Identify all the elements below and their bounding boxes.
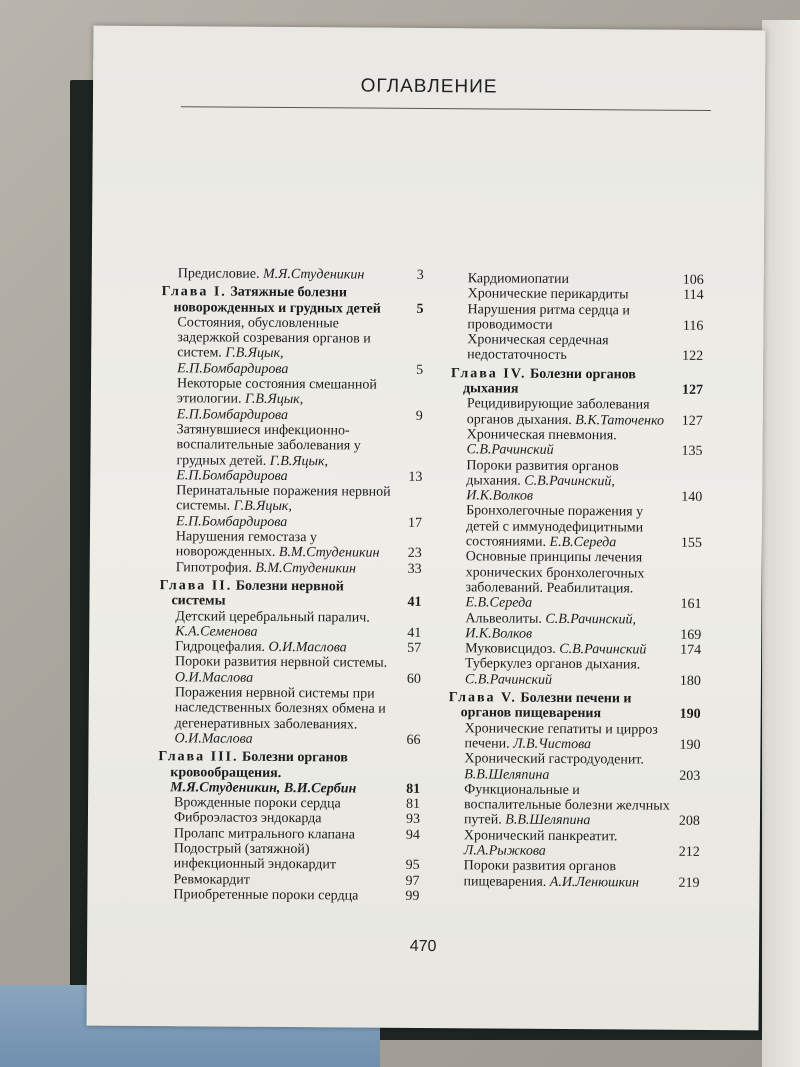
entry-author: М.Я.Студеникин [262,266,365,283]
toc-entry [447,858,699,890]
toc-entry [449,611,701,643]
chapter-title: Болезни печени и органов пищеварения [460,690,632,722]
entry-title: Гипотрофия. [175,559,256,576]
entry-author: О.И.Маслова [174,669,254,686]
page-ref: 190 [679,707,701,723]
page-ref: 174 [680,642,702,659]
entry-author: А.И.Ленюшкин [549,874,640,891]
toc-right-column [447,271,703,891]
chapter-label: Глава III. [158,749,239,765]
entry-author: В.В.Шеляпина [505,812,591,829]
entry-title: Некоторые состояния смешанной этиологии. [176,376,377,408]
entry-author: Г.В.Яцык, Е.П.Бомбардирова [175,499,292,530]
toc-entry [448,721,700,753]
toc-entry [451,302,703,334]
page-ref: 66 [406,732,421,748]
entry-title: Муковисцидоз. [465,641,560,658]
entry-title: Туберкулез органов дыхания. [464,656,641,673]
toc-entry [158,795,420,812]
page-ref: 169 [680,627,702,643]
chapter-title: Болезни органов кровообращения. [170,749,348,781]
page-ref: 13 [408,469,423,485]
toc-entry [158,826,420,843]
page-number: 470 [409,937,437,956]
entry-author: С.В.Рачинский [464,671,553,688]
page-ref: 114 [683,288,704,304]
toc-entry [161,376,423,424]
toc-chapter [451,366,703,398]
page-ref: 99 [405,888,420,904]
entry-title: Затянувшиеся инфекционно-воспалительные заболевания у грудных детей. [176,422,361,469]
page-ref: 95 [405,858,420,874]
entry-title: Поражения нервной системы при наследственных болезнях обмена и дегенеративных заболеваниях. [174,685,386,733]
page-ref: 155 [680,535,702,551]
entry-author: О.И.Маслова [268,640,347,656]
toc-entry [448,782,700,830]
toc-entry [158,685,420,748]
entry-title: Кардиомиопатии [467,271,570,287]
toc-entry [158,841,420,873]
entry-author: М.Я.Студеникин, В.И.Сербин [170,780,357,797]
page-ref: 203 [679,768,701,784]
page-ref: 127 [681,382,704,399]
entry-title: Перинатальные поражения нервной системы. [176,483,391,515]
chapter-title: Затяжные болезни новорожденных и грудных детей [173,284,381,317]
title-rule [181,106,711,111]
toc-entry [450,427,702,459]
entry-title: Функциональные и воспалительные болезни желчных путей. [463,782,670,828]
page-ref: 97 [405,873,420,889]
page-ref: 219 [678,875,700,891]
entry-title: Рецидивирующие заболевания органов дыхания. [466,396,650,428]
page-ref: 3 [416,267,424,283]
toc-chapter [161,284,423,316]
toc-entry [450,458,702,506]
page-title: ОГЛАВЛЕНИЕ [360,75,498,98]
entry-author: Л.А.Рыжкова [463,843,546,859]
toc-entry [160,483,422,531]
entry-title: Альвеолиты. [465,610,546,627]
toc-entry [160,422,422,485]
toc-entry [158,811,420,828]
page-ref: 94 [405,827,420,843]
entry-title: Хронические перикардиты [467,286,629,303]
toc-entry [157,887,419,904]
entry-title: Предисловие. [177,266,264,282]
entry-author: В.К.Таточенко [575,412,665,429]
page-ref: 122 [682,349,704,365]
entry-title: Хроническая пневмония. [466,427,617,444]
entry-author: Е.В.Середа [465,595,533,611]
entry-title: Фиброэластоз эндокарда [173,810,322,827]
entry-author: О.И.Маслова [174,731,253,747]
toc-entry [160,560,422,577]
entry-author: Л.В.Чистова [513,736,592,753]
entry-title: Хронические гепатиты и цирроз печени. [464,720,658,752]
entry-title: Хроническая сердечная недостаточность [467,332,609,364]
entry-title: Подострый (затяжной) инфекционный эндокардит [173,841,337,873]
toc-entry [450,504,702,552]
page-ref: 5 [416,362,424,378]
page-ref: 180 [679,673,701,689]
page-ref: 9 [415,408,423,424]
entry-author: К.А.Семенова [175,624,258,640]
page-ref: 60 [406,671,421,687]
entry-title: Гидроцефалия. [175,639,269,656]
facing-page-edge [762,20,800,1067]
page-ref: 161 [680,597,702,613]
entry-author: С.В.Рачинский [559,642,647,658]
page-ref: 208 [678,814,701,830]
toc-chapter [449,690,701,722]
entry-title: Пролапс митрального клапана [173,825,356,843]
toc-entry [451,332,703,364]
book-page [87,26,766,1031]
chapter-label: Глава V. [448,690,517,706]
entry-title: Хронический гастродуоденит. [464,751,644,768]
toc-entry [162,266,424,283]
entry-title: Основные принципы лечения хронических бронхолегочных заболеваний. Реабилитация. [465,549,645,597]
toc-chapter [158,749,420,797]
chapter-label: Глава II. [159,578,233,594]
entry-title: Пороки развития органов пищеварения. [463,858,617,890]
page-ref: 81 [406,796,421,813]
chapter-title: Болезни нервной системы [171,578,344,609]
page-ref: 81 [406,781,421,797]
entry-author: Г.В.Яцык, Е.П.Бомбардирова [177,346,289,377]
entry-author: С.В.Рачинский [466,442,554,459]
page-ref: 33 [407,561,422,577]
entry-title: Бронхолегочные поражения у детей с иммунодефицитными состояниями. [465,503,644,550]
entry-title: Нарушения ритма сердца и проводимости [467,301,630,333]
entry-title: Врожденные пороки сердца [174,795,341,812]
entry-title: Пороки развития органов дыхания. [466,457,619,489]
page-ref: 41 [407,625,422,641]
toc-entry [448,751,700,783]
toc-entry [159,655,421,687]
page-ref: 5 [416,301,424,317]
page-ref: 190 [679,737,701,753]
entry-title: Ревмокардит [173,871,250,888]
entry-author: В.В.Шеляпина [464,766,550,783]
page-ref: 127 [681,413,703,429]
toc-entry [449,657,701,689]
toc-entry [449,550,701,613]
entry-author: Е.В.Середа [549,534,617,551]
entry-title: Детский церебральный паралич. [175,608,370,626]
entry-title: Хронический панкреатит. [463,827,618,845]
entry-author: Г.В.Яцык, Е.П.Бомбардирова [176,453,329,484]
page-ref: 23 [407,546,422,562]
page-ref: 135 [681,444,703,460]
entry-title: Состояния, обусловленные задержкой созревания органов и систем. [177,315,371,362]
page-ref: 41 [407,595,422,611]
entry-author: В.М.Студеникин [255,560,357,577]
toc-entry [161,315,423,378]
toc-left-column [157,266,423,904]
toc-entry [159,609,421,641]
page-ref: 116 [682,318,704,334]
entry-title: Нарушения гемостаза у новорожденных. [175,529,317,561]
entry-author: С.В.Рачинский, И.К.Волков [466,473,615,504]
entry-author: С.В.Рачинский, И.К.Волков [465,611,637,642]
toc-entry [157,872,419,889]
page-ref: 106 [682,272,704,288]
chapter-title: Болезни органов дыхания [462,366,636,397]
entry-title: Пороки развития нервной системы. [175,654,388,672]
page-ref: 93 [405,812,421,828]
toc-entry [452,286,704,303]
chapter-label: Глава I. [161,284,227,300]
toc-entry [452,271,704,288]
toc-entry [160,529,422,561]
entry-author: Г.В.Яцык, Е.П.Бомбардирова [176,392,304,423]
page-ref: 57 [407,640,422,657]
toc-chapter [159,578,421,610]
toc-entry [449,641,701,658]
page-ref: 17 [407,515,423,531]
toc-entry [448,828,700,860]
entry-title: Приобретенные пороки сердца [173,887,359,904]
chapter-label: Глава IV. [451,365,527,382]
entry-author: В.М.Студеникин [278,545,380,562]
toc-entry [159,639,421,656]
page-ref: 140 [681,489,703,506]
toc-entry [451,397,703,429]
page-ref: 212 [678,844,700,860]
